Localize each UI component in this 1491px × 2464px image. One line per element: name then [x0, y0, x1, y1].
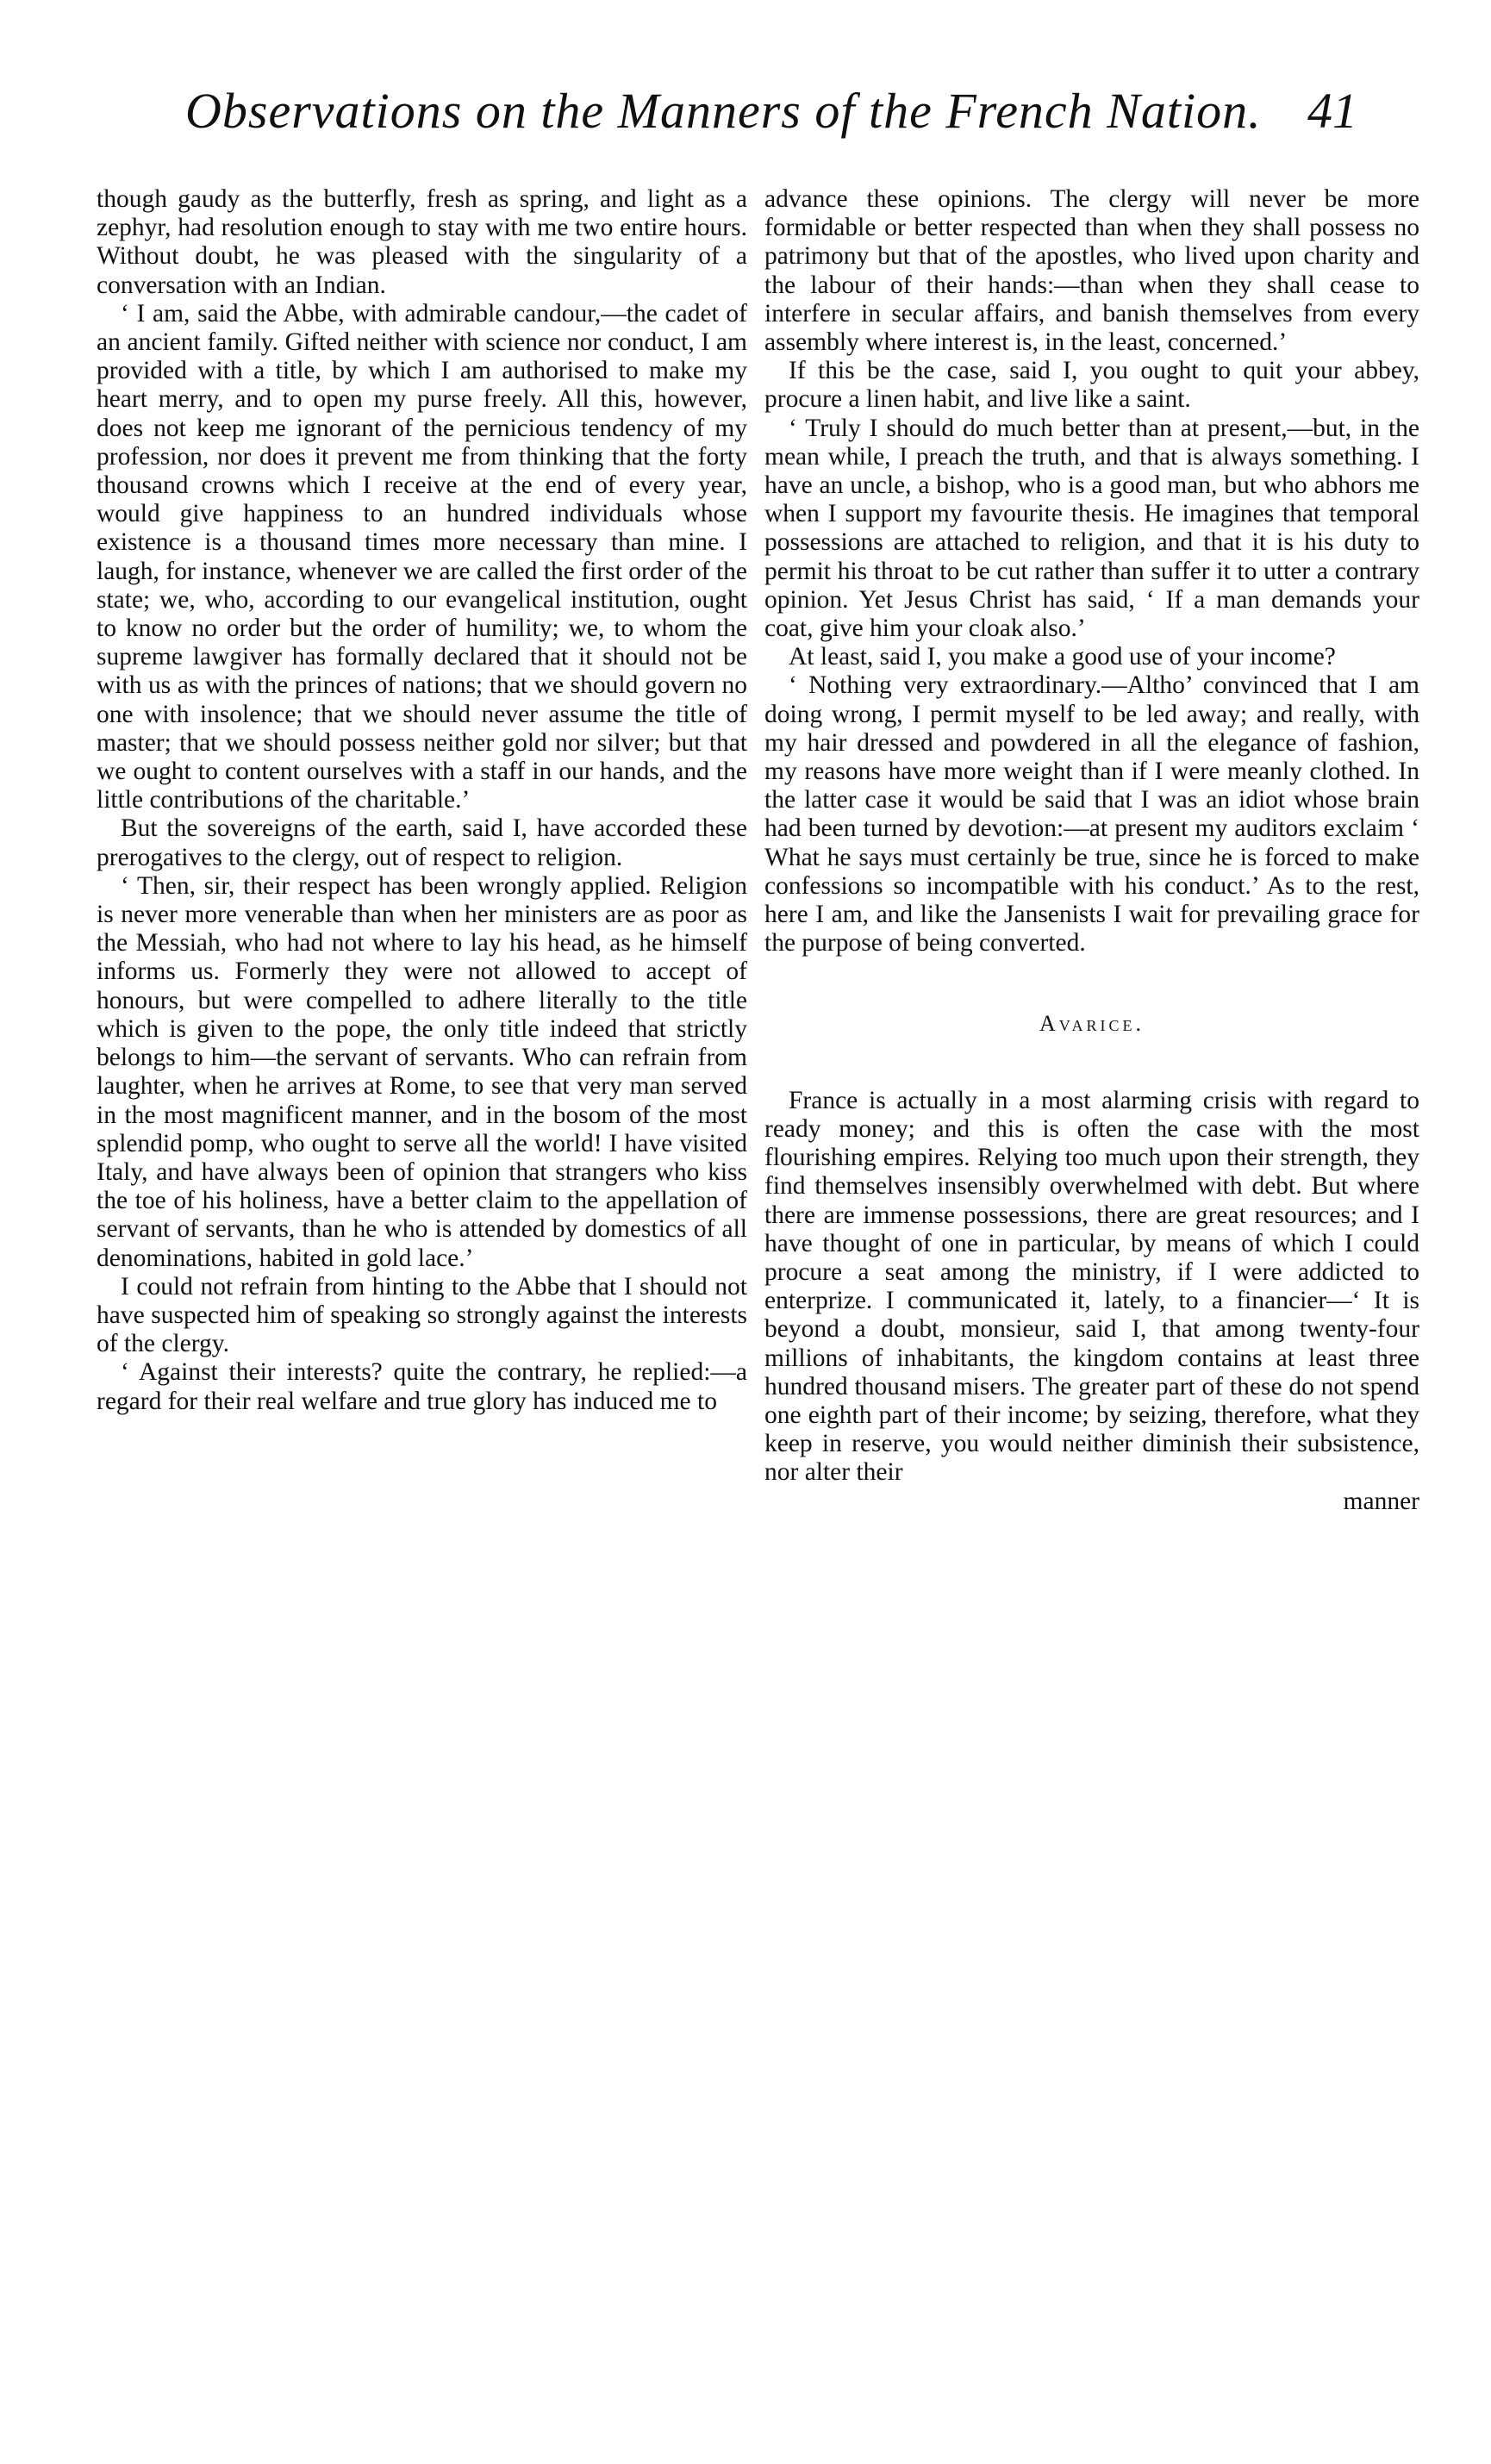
paragraph: I could not refrain from hinting to the Abbe that I should not have suspected him of speaking so strongly against the interests of the clergy.	[97, 1272, 747, 1358]
paragraph: France is actually in a most alarming crisis with regard to ready money; and this is often the case with the most flourishing empires. Relying too much upon their strength, they find themselves insensibly overwhelmed with debt. But where there are immense possessions, there are great resources; and I have thought of one in particular, by means of which I could procure a seat among the ministry, if I were addicted to enterprize. I communicated it, lately, to a financier—‘ It is beyond a doubt, monsieur, said I, that among twenty-four millions of inhabitants, the kingdom contains at least three hundred thousand misers. The greater part of these do not spend one eighth part of their income; by seizing, therefore, what they keep in reserve, you would neither diminish their subsistence, nor alter their	[764, 1086, 1419, 1487]
paragraph: though gaudy as the butterfly, fresh as spring, and light as a zephyr, had resolution enough to stay with me two entire hours. Without doubt, he was pleased with the singularity of a conversation with an Indian.	[97, 185, 747, 299]
paragraph: ‘ Nothing very extraordinary.—Altho’ convinced that I am doing wrong, I permit myself to be led away; and really, with my hair dressed and powdered in all the elegance of fashion, my reasons have more weight than if I were meanly clothed. In the latter case it would be said that I was an idiot whose brain had been turned by devotion:—at present my auditors exclaim ‘ What he says must certainly be true, since he is forced to make confessions so incompatible with his conduct.’ As to the rest, here I am, and like the Jansenists I wait for prevailing grace for the purpose of being converted.	[764, 671, 1419, 958]
running-title: Observations on the Manners of the French Nation.	[185, 83, 1262, 139]
paragraph: If this be the case, said I, you ought to quit your abbey, procure a linen habit, and live like a saint.	[764, 357, 1419, 414]
paragraph: ‘ Then, sir, their respect has been wrongly applied. Religion is never more venerable than when her ministers are as poor as the Messiah, who had not where to lay his head, as he himself informs us. Formerly they were not allowed to accept of honours, but were compelled to adhere literally to the title which is given to the pope, the only title indeed that strictly belongs to him—the servant of servants. Who can refrain from laughter, when he arrives at Rome, to see that very man served in the most magnificent manner, and in the bosom of the most splendid pomp, who ought to serve all the world! I have visited Italy, and have always been of opinion that strangers who kiss the toe of his holiness, have a better claim to the appellation of servant of servants, than he who is attended by domestics of all denominations, habited in gold lace.’	[97, 871, 747, 1272]
catchword: manner	[1343, 1487, 1419, 1515]
paragraph: ‘ Against their interests? quite the contrary, he replied:—a regard for their real welfare and true glory has induced me to	[97, 1358, 747, 1415]
paragraph: advance these opinions. The clergy will never be more formidable or better respected than when they shall possess no patrimony but that of the apostles, who lived upon charity and the labour of their hands:—than when they shall cease to interfere in secular affairs, and banish themselves from every assembly where interest is, in the least, concerned.’	[764, 185, 1419, 357]
paragraph: But the sovereigns of the earth, said I, have accorded these prerogatives to the clergy, out of respect to religion.	[97, 814, 747, 871]
right-column	[764, 185, 1419, 1516]
paragraph: At least, said I, you make a good use of your income?	[789, 643, 1336, 671]
page-number: 41	[1307, 83, 1357, 139]
paragraph: ‘ I am, said the Abbe, with admirable candour,—the cadet of an ancient family. Gifted neither with science nor conduct, I am provided with a title, by which I am authorised to make my heart merry, and to open my purse freely. All this, however, does not keep me ignorant of the pernicious tendency of my profession, nor does it prevent me from thinking that the forty thousand crowns which I receive at the end of every year, would give happiness to an hundred individuals whose existence is a thousand times more necessary than mine. I laugh, for instance, whenever we are called the first order of the state; we, who, according to our evangelical institution, ought to know no order but the order of humility; we, to whom the supreme lawgiver has formally declared that it should not be with us as with the princes of nations; that we should govern no one with insolence; that we should never assume the title of master; that we should possess neither gold nor silver; but that we ought to content ourselves with a staff in our hands, and the little contributions of the charitable.’	[97, 299, 747, 814]
section-heading: Avarice.	[1039, 1011, 1145, 1037]
paragraph: ‘ Truly I should do much better than at present,—but, in the mean while, I preach the truth, and that is always something. I have an uncle, a bishop, who is a good man, but who abhors me when I support my favourite thesis. He imagines that temporal possessions are attached to religion, and that it is his duty to permit his throat to be cut rather than suffer it to utter a contrary opinion. Yet Jesus Christ has said, ‘ If a man demands your coat, give him your cloak also.’	[764, 414, 1419, 643]
left-column	[97, 185, 747, 1416]
running-header	[185, 82, 1357, 159]
